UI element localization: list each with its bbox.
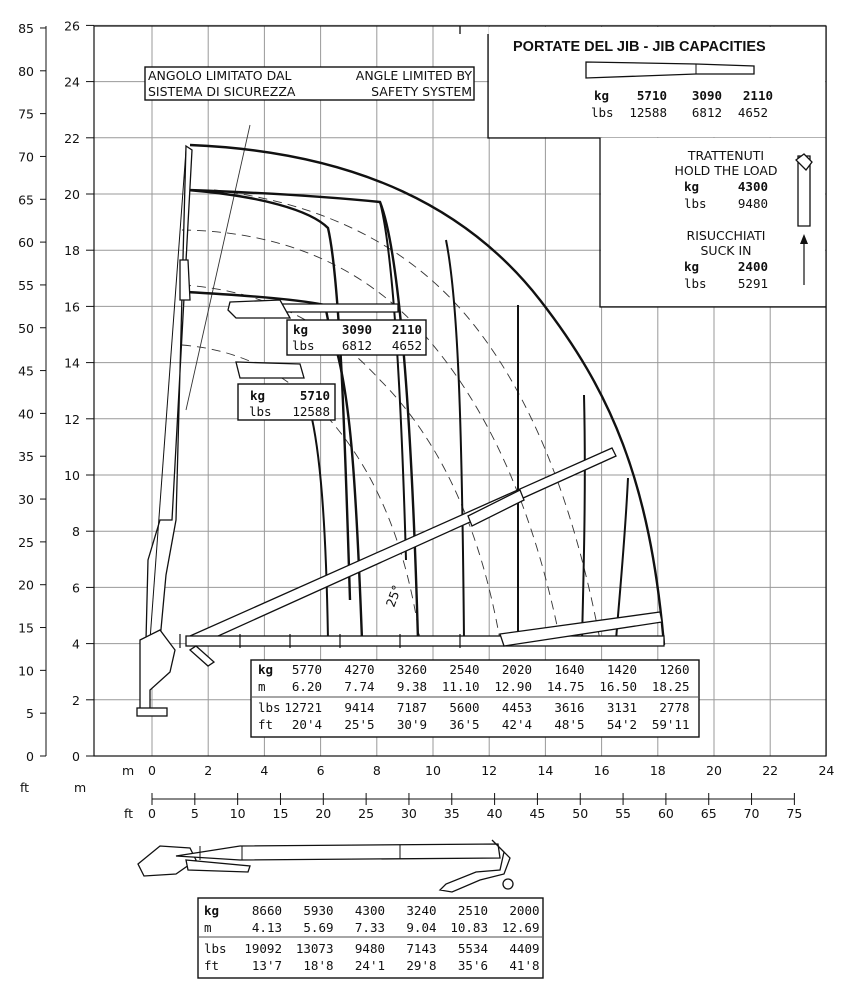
y-tick-m-26: 26 <box>64 18 80 34</box>
jib-lbs-1: 12588 <box>629 105 667 120</box>
suck-it: RISUCCHIATI <box>686 228 766 243</box>
x-tick-m-2: 2 <box>204 763 213 778</box>
bottom-table-ft-5: 41'8 <box>509 958 540 973</box>
jib-kg-3: 2110 <box>742 88 773 103</box>
jib-a-kg-label: kg <box>293 322 309 337</box>
x-tick-ft-70: 70 <box>743 806 760 821</box>
y-tick-ft-20: 20 <box>18 577 34 593</box>
jib-a-kg-2: 2110 <box>391 322 422 337</box>
jib-b-kg: 5710 <box>299 388 330 403</box>
jib-b-kg-label: kg <box>250 388 266 403</box>
main-table-ft-0: 20'4 <box>291 717 322 732</box>
jib-lbs-2: 6812 <box>691 105 722 120</box>
load-curve-15 <box>582 395 585 640</box>
y-axis-m-label: m <box>74 780 87 795</box>
main-table-lbs-7: 2778 <box>659 700 690 715</box>
x-tick-m-18: 18 <box>649 763 666 778</box>
dashed-arc-1 <box>182 230 560 640</box>
x-tick-ft-30: 30 <box>400 806 417 821</box>
bottom-table-label-ft: ft <box>204 958 220 973</box>
main-table-m-1: 7.74 <box>344 679 375 694</box>
main-table-ft-5: 48'5 <box>554 717 585 732</box>
jib-a-lbs-1: 6812 <box>341 338 372 353</box>
main-table-kg-6: 1420 <box>606 662 637 677</box>
y-tick-ft-85: 85 <box>18 20 34 36</box>
x-tick-m-22: 22 <box>762 763 779 778</box>
main-table-ft-2: 30'9 <box>396 717 427 732</box>
x-tick-ft-55: 55 <box>615 806 632 821</box>
y-tick-m-22: 22 <box>64 130 80 146</box>
load-curve-6 <box>310 410 328 640</box>
main-table-lbs-6: 3131 <box>606 700 637 715</box>
bottom-table-m-5: 12.69 <box>501 920 540 935</box>
y-tick-m-16: 16 <box>64 299 80 315</box>
jib-icon-vertical <box>796 154 812 226</box>
y-tick-ft-45: 45 <box>18 363 34 379</box>
main-table-ft-4: 42'4 <box>501 717 532 732</box>
y-tick-m-18: 18 <box>64 243 80 259</box>
main-table-lbs-0: 12721 <box>284 700 322 715</box>
bottom-table-m-1: 5.69 <box>303 920 334 935</box>
main-table-lbs-4: 4453 <box>501 700 532 715</box>
bottom-table-m-2: 7.33 <box>354 920 385 935</box>
y-tick-ft-10: 10 <box>18 663 34 679</box>
jib-lbs-label: lbs <box>591 105 614 120</box>
hold-lbs-label: lbs <box>684 196 707 211</box>
bottom-table-lbs-4: 5534 <box>457 941 488 956</box>
y-tick-m-4: 4 <box>72 636 80 652</box>
main-table-m-6: 16.50 <box>599 679 637 694</box>
bottom-table-label-lbs: lbs <box>204 941 227 956</box>
x-tick-m-24: 24 <box>818 763 835 778</box>
x-tick-ft-0: 0 <box>148 806 156 821</box>
safety-note <box>145 67 474 100</box>
jib-kg-2: 3090 <box>691 88 722 103</box>
bottom-table-ft-0: 13'7 <box>251 958 282 973</box>
note-en-line2: SAFETY SYSTEM <box>371 84 472 99</box>
main-table-label-m: m <box>258 679 266 694</box>
x-tick-ft-10: 10 <box>229 806 246 821</box>
bottom-table-lbs-0: 19092 <box>244 941 282 956</box>
x-tick-m-6: 6 <box>316 763 325 778</box>
y-tick-ft-25: 25 <box>18 534 34 550</box>
y-tick-m-24: 24 <box>64 74 80 90</box>
y-tick-m-2: 2 <box>72 692 80 708</box>
main-table-lbs-2: 7187 <box>396 700 427 715</box>
main-table-kg-4: 2020 <box>501 662 532 677</box>
x-tick-m-4: 4 <box>260 763 269 778</box>
bottom-table-ft-1: 18'8 <box>303 958 334 973</box>
x-axis-m-label: m <box>122 763 135 778</box>
bottom-table-kg-5: 2000 <box>509 903 540 918</box>
main-table-ft-3: 36'5 <box>449 717 480 732</box>
x-tick-ft-50: 50 <box>572 806 589 821</box>
jib-a-lbs-label: lbs <box>292 338 315 353</box>
bottom-table-m-4: 10.83 <box>450 920 488 935</box>
y-tick-m-10: 10 <box>64 468 80 483</box>
x-tick-ft-5: 5 <box>190 806 199 821</box>
main-table-label-lbs: lbs <box>258 700 281 715</box>
hold-lbs: 9480 <box>737 196 768 211</box>
main-table-kg-7: 1260 <box>659 662 690 677</box>
jib-box-a <box>287 320 426 355</box>
y-tick-ft-55: 55 <box>18 277 34 293</box>
x-tick-m-12: 12 <box>481 763 498 778</box>
x-tick-m-0: 0 <box>148 763 156 778</box>
x-tick-ft-75: 75 <box>786 806 803 821</box>
bottom-table-kg-0: 8660 <box>251 903 282 918</box>
jib-lbs-3: 4652 <box>737 105 768 120</box>
note-it-line1: ANGOLO LIMITATO DAL <box>148 68 292 83</box>
bottom-table-lbs-3: 7143 <box>406 941 437 956</box>
hold-it: TRATTENUTI <box>687 148 765 163</box>
y-tick-ft-65: 65 <box>18 192 34 208</box>
jib-kg-label: kg <box>594 88 610 103</box>
main-table-kg-2: 3260 <box>396 662 427 677</box>
x-tick-ft-40: 40 <box>486 806 503 821</box>
x-axis-ft-label: ft <box>124 806 134 821</box>
main-table-ft-6: 54'2 <box>606 717 637 732</box>
load-curve-10 <box>446 240 464 640</box>
bottom-table-m-0: 4.13 <box>251 920 282 935</box>
main-table-m-2: 9.38 <box>396 679 427 694</box>
jib-kg-1: 5710 <box>636 88 667 103</box>
y-tick-m-14: 14 <box>64 355 80 371</box>
y-tick-ft-30: 30 <box>18 492 34 508</box>
x-tick-m-20: 20 <box>706 763 722 778</box>
main-table-ft-1: 25'5 <box>344 717 375 732</box>
y-tick-m-20: 20 <box>64 187 80 202</box>
suck-lbs: 5291 <box>737 276 768 291</box>
crane-horizontal-boom <box>186 612 664 666</box>
main-capacity-table <box>251 660 699 737</box>
stowed-capacity-table <box>198 898 543 978</box>
jib-a-kg-1: 3090 <box>341 322 372 337</box>
crane-vertical-boom <box>137 146 192 716</box>
note-it-line2: SISTEMA DI SICUREZZA <box>148 84 296 99</box>
x-tick-m-14: 14 <box>537 763 554 778</box>
main-table-kg-3: 2540 <box>449 662 480 677</box>
suck-kg-label: kg <box>684 259 700 274</box>
suck-en: SUCK IN <box>700 243 752 258</box>
bottom-table-label-m: m <box>204 920 212 935</box>
y-tick-ft-60: 60 <box>18 235 34 251</box>
jib-box-b <box>238 384 335 420</box>
main-table-kg-0: 5770 <box>291 662 322 677</box>
jib-icon-b <box>236 362 304 378</box>
main-table-m-5: 14.75 <box>546 679 585 694</box>
x-tick-ft-20: 20 <box>315 806 332 821</box>
bottom-table-kg-1: 5930 <box>303 903 334 918</box>
bottom-table-ft-2: 24'1 <box>354 958 385 973</box>
y-tick-m-0: 0 <box>72 749 80 764</box>
y-axis-ft-label: ft <box>20 780 30 795</box>
bottom-table-label-kg: kg <box>204 903 220 918</box>
bottom-table-kg-4: 2510 <box>457 903 488 918</box>
bottom-table-m-3: 9.04 <box>406 920 437 935</box>
main-table-m-4: 12.90 <box>494 679 532 694</box>
bottom-table-kg-3: 3240 <box>406 903 437 918</box>
jib-a-lbs-2: 4652 <box>391 338 422 353</box>
bottom-table-lbs-5: 4409 <box>509 941 540 956</box>
x-tick-ft-35: 35 <box>443 806 460 821</box>
load-curve-17 <box>616 478 628 640</box>
y-tick-m-6: 6 <box>72 580 80 596</box>
main-table-kg-5: 1640 <box>554 662 585 677</box>
main-table-lbs-5: 3616 <box>554 700 585 715</box>
chart-title: PORTATE DEL JIB - JIB CAPACITIES <box>513 39 766 55</box>
x-tick-ft-25: 25 <box>358 806 375 821</box>
x-tick-m-8: 8 <box>372 763 381 778</box>
x-tick-ft-65: 65 <box>700 806 717 821</box>
y-tick-ft-80: 80 <box>18 63 34 79</box>
bottom-table-lbs-2: 9480 <box>354 941 385 956</box>
x-tick-m-10: 10 <box>425 763 441 778</box>
hold-kg: 4300 <box>737 179 768 194</box>
y-tick-ft-75: 75 <box>18 106 34 122</box>
jib-b-lbs-label: lbs <box>249 404 272 419</box>
hold-kg-label: kg <box>684 179 700 194</box>
y-tick-ft-70: 70 <box>18 149 34 165</box>
y-tick-ft-40: 40 <box>18 406 34 422</box>
bottom-table-lbs-1: 13073 <box>295 941 334 956</box>
main-table-ft-7: 59'11 <box>651 717 690 732</box>
y-tick-m-8: 8 <box>72 524 80 540</box>
bottom-table-ft-4: 35'6 <box>457 958 488 973</box>
x-tick-ft-45: 45 <box>529 806 546 821</box>
suck-kg: 2400 <box>737 259 768 274</box>
y-tick-ft-35: 35 <box>18 449 34 465</box>
y-tick-m-12: 12 <box>64 411 80 427</box>
main-table-label-ft: ft <box>258 717 274 732</box>
main-table-m-7: 18.25 <box>651 679 690 694</box>
note-en-line1: ANGLE LIMITED BY <box>355 68 472 83</box>
jib-b-lbs: 12588 <box>292 404 330 419</box>
x-tick-m-16: 16 <box>593 763 610 778</box>
main-table-label-kg: kg <box>258 662 274 677</box>
hold-en: HOLD THE LOAD <box>674 163 778 178</box>
y-tick-ft-5: 5 <box>26 706 34 722</box>
y-tick-ft-50: 50 <box>18 320 34 336</box>
main-table-m-3: 11.10 <box>441 679 480 694</box>
stowed-crane-drawing <box>138 840 513 892</box>
y-tick-ft-0: 0 <box>26 749 34 764</box>
suck-lbs-label: lbs <box>684 276 707 291</box>
main-table-lbs-1: 9414 <box>344 700 375 715</box>
main-table-lbs-3: 5600 <box>449 700 480 715</box>
main-table-kg-1: 4270 <box>344 662 375 677</box>
x-tick-ft-60: 60 <box>657 806 674 821</box>
main-table-m-0: 6.20 <box>291 679 322 694</box>
bottom-table-kg-2: 4300 <box>354 903 385 918</box>
boom-angle-label: 25° <box>382 583 405 610</box>
bottom-table-ft-3: 29'8 <box>406 958 437 973</box>
y-tick-ft-15: 15 <box>18 620 34 636</box>
x-tick-ft-15: 15 <box>272 806 289 821</box>
